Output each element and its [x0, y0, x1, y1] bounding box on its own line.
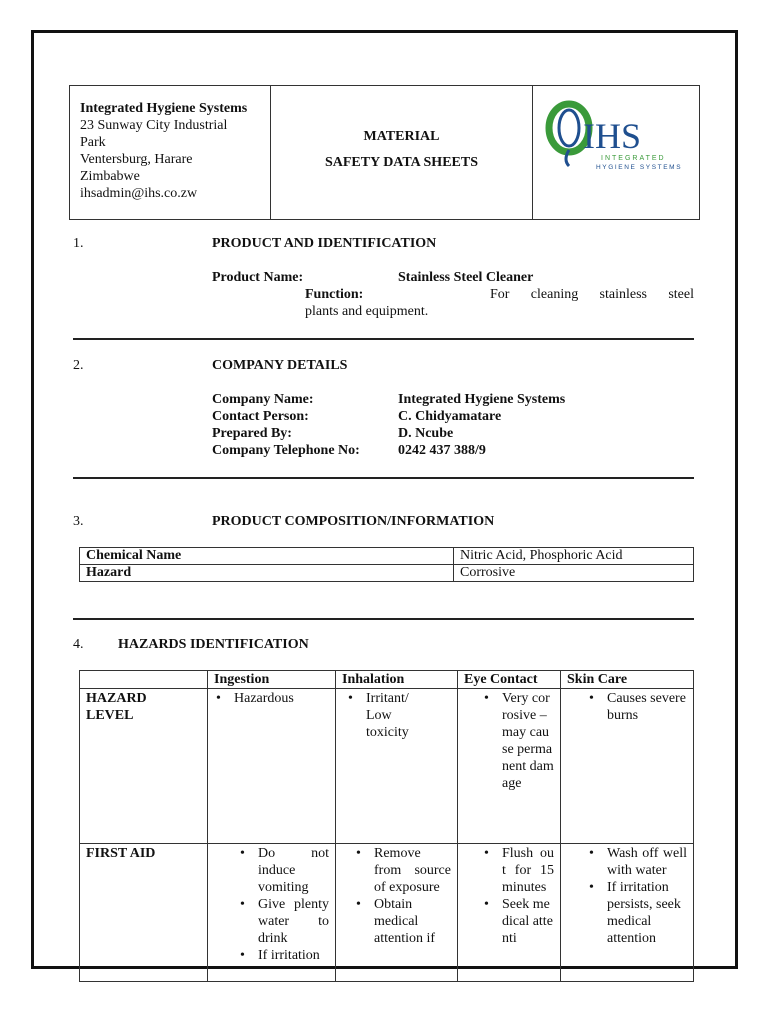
divider [73, 338, 694, 340]
detail-label: Contact Person: [212, 409, 309, 424]
list-item: • Hazardous [234, 690, 329, 707]
table-header-row [80, 671, 694, 689]
hazards-table [79, 670, 694, 982]
address-line: Zimbabwe [80, 169, 140, 184]
company-address-block [70, 86, 271, 219]
header-cell-empty [80, 671, 208, 689]
list-item: • Very corrosive – may cause permanent damage [502, 690, 554, 792]
list-item: • Wash off well with water [607, 845, 687, 879]
table-row [80, 565, 694, 582]
row-label-hazard-level [80, 689, 208, 844]
section-number: 2. [73, 358, 84, 373]
company-email: ihsadmin@ihs.co.zw [80, 186, 198, 201]
cell-skin-care [561, 844, 694, 982]
list-item: • If irritation persists, seek medical attention [607, 879, 687, 947]
logo-text: IHS [583, 116, 642, 156]
product-name-value: Stainless Steel Cleaner [398, 270, 534, 285]
detail-value: Integrated Hygiene Systems [398, 392, 566, 407]
cell-ingestion [208, 689, 336, 844]
header-cell: Inhalation [336, 671, 458, 689]
row-label-line: LEVEL [86, 708, 134, 723]
list-item: • Causes severe burns [607, 690, 687, 724]
table-row [80, 689, 694, 844]
ihs-logo [539, 96, 693, 186]
cell-ingestion [208, 844, 336, 982]
detail-label: Company Name: [212, 392, 314, 407]
logo-sub2: HYGIENE SYSTEMS [596, 164, 683, 171]
row-label-first-aid: FIRST AID [80, 844, 208, 982]
list-item: • Obtain medical attention if [374, 896, 451, 947]
section-title: HAZARDS IDENTIFICATION [118, 637, 309, 652]
function-value: For cleaning stainless steel [490, 287, 694, 302]
cell-eye-contact [458, 844, 561, 982]
address-line: Ventersburg, Harare [80, 152, 193, 167]
table-cell-label: Chemical Name [80, 548, 454, 565]
function-label: Function: [305, 287, 364, 302]
cell-inhalation [336, 844, 458, 982]
section-number: 4. [73, 637, 84, 652]
logo-sub1: INTEGRATED [601, 155, 666, 162]
detail-label: Prepared By: [212, 426, 292, 441]
doc-title-line: SAFETY DATA SHEETS [324, 155, 478, 170]
section-title: PRODUCT AND IDENTIFICATION [212, 236, 437, 251]
doc-title-line: MATERIAL [363, 129, 440, 144]
header-cell: Eye Contact [458, 671, 561, 689]
detail-value: D. Ncube [398, 426, 454, 441]
address-line: Park [80, 135, 106, 150]
detail-label: Company Telephone No: [212, 443, 360, 458]
cell-eye-contact [458, 689, 561, 844]
list-item: • Flush out for 15minutes [502, 845, 554, 896]
list-item: • Do not induce vomiting [258, 845, 329, 896]
company-name: Integrated Hygiene Systems [80, 101, 248, 116]
list-item: • Irritant/ Low toxicity [366, 690, 426, 741]
section-title: PRODUCT COMPOSITION/INFORMATION [212, 514, 495, 529]
cell-skin-care [561, 689, 694, 844]
table-cell-label: Hazard [80, 565, 454, 582]
detail-value: 0242 437 388/9 [398, 443, 486, 458]
divider [73, 618, 694, 620]
list-item: • Remove from source of exposure [374, 845, 451, 896]
function-value-cont: plants and equipment. [305, 304, 429, 319]
row-label-line: HAZARD [86, 691, 147, 706]
header-cell: Skin Care [561, 671, 694, 689]
address-line: 23 Sunway City Industrial [80, 118, 228, 133]
composition-table [79, 547, 694, 582]
section-number: 1. [73, 236, 84, 251]
header-cell: Ingestion [208, 671, 336, 689]
list-item: • If irritation [258, 947, 329, 964]
document-title [271, 86, 533, 219]
table-cell-value: Corrosive [454, 565, 694, 582]
detail-value: C. Chidyamatare [398, 409, 502, 424]
divider [73, 477, 694, 479]
table-row [80, 844, 694, 982]
list-item: • Seek medical attenti [502, 896, 554, 947]
section-title: COMPANY DETAILS [212, 358, 348, 373]
logo-cell [533, 86, 699, 219]
list-item: • Give plenty water to drink [258, 896, 329, 947]
cell-inhalation [336, 689, 458, 844]
product-name-label: Product Name: [212, 270, 304, 285]
table-row [80, 548, 694, 565]
section-number: 3. [73, 514, 84, 529]
document-header [69, 85, 700, 220]
table-cell-value: Nitric Acid, Phosphoric Acid [454, 548, 694, 565]
